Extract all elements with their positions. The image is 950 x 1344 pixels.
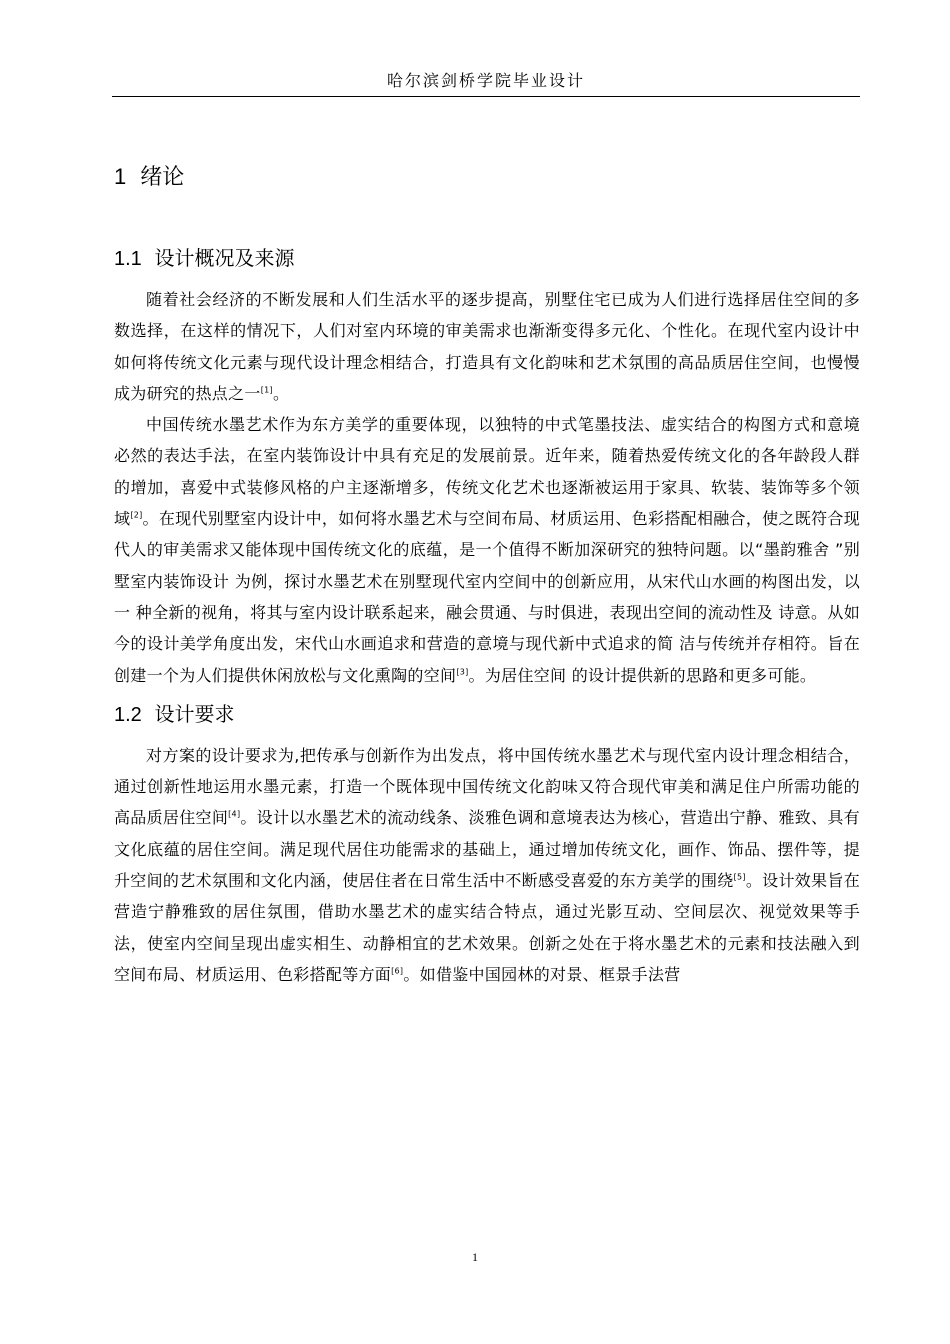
paragraph-text: 中国传统水墨艺术作为东方美学的重要体现，以独特的中式笔墨技法、虚实结合的构图方式和意境必然的表达手法，在室内装饰设计中具有充足的发展前景。近年来，随着热爱传统文化的各年龄段人群的增加，喜爱中式装修风格的户主逐渐增多，传统文化艺术也逐渐被运用于家具、软装、装饰等多个领域	[114, 415, 860, 529]
paragraph-text: 。如借鉴中国园林的对景、框景手法营	[403, 964, 681, 984]
paragraph	[114, 740, 860, 990]
paragraph-text: 。设计以水墨艺术的流动线条、淡雅色调和意境表达为核心，营造出宁静、雅致、具有文化底蕴的居住空间。满足现代居住功能需求的基础上，通过增加传统文化，画作、饰品、摆件等，提升空间的艺术氛围和文化内涵，使居住者在日常生活中不断感受喜爱的东方美学的围绕	[114, 808, 860, 891]
page-header: 哈尔滨剑桥学院毕业设计	[386, 71, 585, 90]
paragraph-text: 。为居住空间 的设计提供新的思路和更多可能。	[468, 665, 817, 685]
page-body	[114, 158, 860, 990]
header-rule	[112, 96, 860, 97]
paragraph	[114, 409, 860, 691]
paragraph-text: 随着社会经济的不断发展和人们生活水平的逐步提高，别墅住宅已成为人们进行选择居住空间的多数选择，在这样的情况下，人们对室内环境的审美需求也渐渐变得多元化、个性化。在现代室内设计中如何将传统文化元素与现代设计理念相结合，打造具有文化韵味和艺术氛围的高品质居住空间，也慢慢成为研究的热点之一	[114, 290, 860, 403]
citation-ref: [3]	[456, 667, 469, 677]
citation-ref: [4]	[228, 810, 241, 820]
citation-ref: [6]	[391, 966, 404, 976]
chapter-heading	[114, 158, 860, 197]
paragraph	[114, 284, 860, 409]
section-title: 设计要求	[154, 701, 235, 726]
chapter-number: 1	[114, 164, 127, 189]
section-heading-1-1	[114, 241, 860, 276]
citation-ref: [1]	[260, 385, 273, 395]
section-number: 1.2	[114, 703, 142, 726]
section-number: 1.1	[114, 248, 142, 270]
paragraph-text: 对方案的设计要求为,把传承与创新作为出发点，将中国传统水墨艺术与现代室内设计理念相结合，通过创新性地运用水墨元素，打造一个既体现中国传统文化韵味又符合现代审美和满足住户所需功能的高品质居住空间	[114, 745, 860, 828]
citation-ref: [2]	[130, 510, 143, 520]
chapter-title: 绪论	[140, 165, 185, 190]
paragraph-text: 。在现代别墅室内设计中，如何将水墨艺术与空间布局、材质运用、色彩搭配相融合，使之既符合现代人的审美需求又能体现中国传统文化的底蕴，是一个值得不断加深研究的独特问题。以“墨韵雅舍 ”别墅室内装饰设计 为例，探讨水墨艺术在别墅现代室内空间中的创新应用，从宋代山水画的构图出发，以一 种全新的视角，将其与室内设计联系起来，融会贯通、与时俱进，表现出空间的流动性及 诗意。从如今的设计美学角度出发，宋代山水画追求和营造的意境与现代新中式追求的简 洁与传统并存相符。旨在创建一个为人们提供休闲放松与文化熏陶的空间	[114, 509, 860, 685]
paragraph-text: 。	[272, 383, 290, 403]
citation-ref: [5]	[733, 872, 746, 882]
section-heading-1-2	[114, 697, 860, 732]
section-title: 设计概况及来源	[154, 246, 295, 270]
page-number: 1	[472, 1250, 478, 1264]
paragraph-text: 。设计效果旨在营造宁静雅致的居住氛围，借助水墨艺术的虚实结合特点，通过光影互动、空间层次、视觉效果等手法，使室内空间呈现出虚实相生、动静相宜的艺术效果。创新之处在于将水墨艺术的元素和技法融入到空间布局、材质运用、色彩搭配等方面	[114, 871, 860, 984]
